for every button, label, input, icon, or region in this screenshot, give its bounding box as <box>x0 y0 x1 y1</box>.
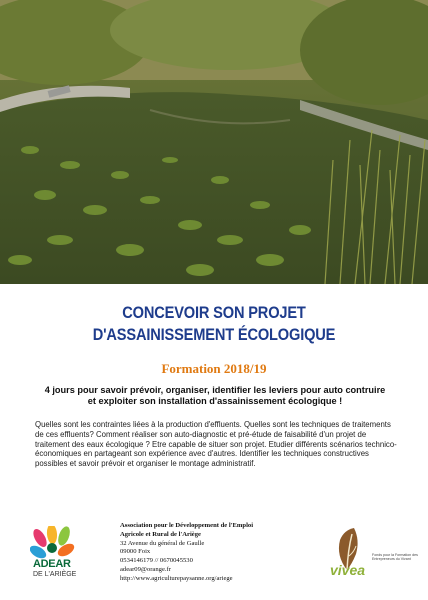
address-line-1: 32 Avenue du général de Gaulle <box>120 539 205 547</box>
title-line-1: CONCEVOIR SON PROJET <box>122 303 306 322</box>
phone-numbers: 0534146179 // 0670045530 <box>120 557 193 565</box>
page-title <box>0 302 428 346</box>
address-line-2: 09000 Foix <box>120 548 151 556</box>
title-line-2: D'ASSAINISSEMENT ÉCOLOGIQUE <box>92 325 336 344</box>
description-paragraph: Quelles sont les contraintes liées à la production d'effluents. Quelles sont les techniques de traitements de ces effluents? Comment réaliser son auto-diagnostic et pré-étude de faisabilité d'un projet de traitement des eaux écologique ? Etre capable de situer son projet. Etudier différents scénarios technico-économiques en partageant son expérience avec d'autres. Identifier les techniques constructives possibles et savoir prévoir et organiser le montage administratif. <box>35 420 397 469</box>
adear-logo-sub: DE L'ARIÈGE <box>33 571 77 578</box>
adear-logo-name: ADEAR <box>33 558 71 570</box>
org-name-line-1: Association pour le Développement de l'Emploi <box>120 522 254 529</box>
vivea-logo-tagline: Fonds pour la Formation des Entrepreneurs du Vivant <box>372 553 418 562</box>
org-name-line-2: Agricole et Rural de l'Ariège <box>120 530 201 538</box>
website-link[interactable]: http://www.agriculturepaysanne.org/ariege <box>120 574 233 582</box>
tagline: 4 jours pour savoir prévoir, organiser, identifier les leviers pour auto contruire et exploiter son installation d'assainissement écologique ! <box>44 385 386 406</box>
formation-year: Formation 2018/19 <box>161 361 267 376</box>
cover-photo-pond <box>0 0 428 284</box>
contact-block <box>120 522 320 584</box>
email-link[interactable]: adear09@orange.fr <box>120 565 171 573</box>
vivea-logo-name: vivea <box>330 562 366 578</box>
